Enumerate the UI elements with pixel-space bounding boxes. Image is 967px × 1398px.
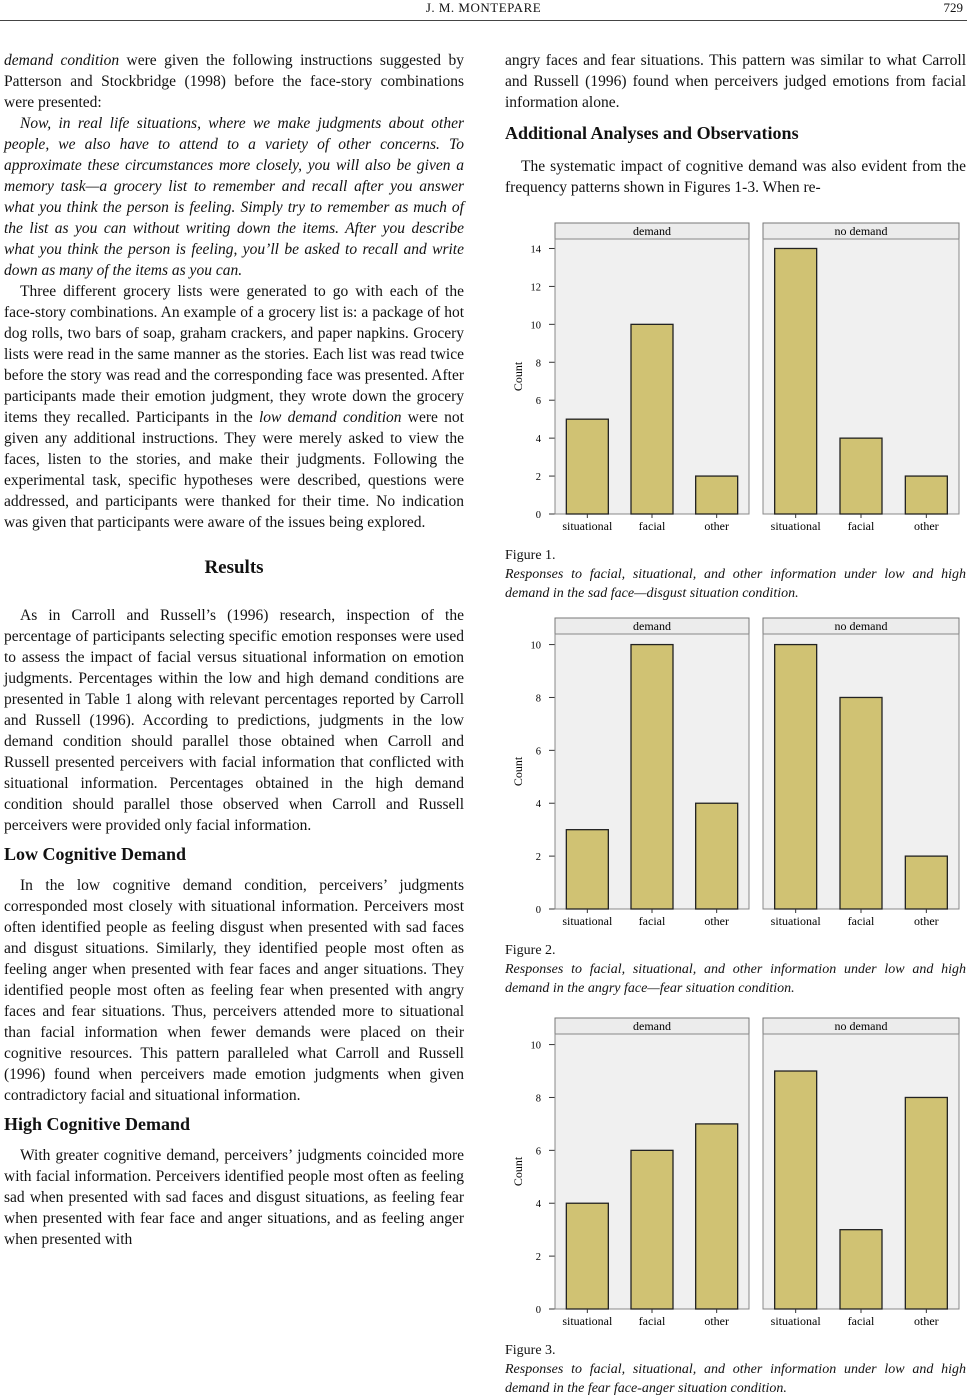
page-number: 729 [943, 0, 963, 15]
bar [566, 830, 608, 909]
bar [566, 1203, 608, 1309]
y-tick-label: 0 [535, 1305, 541, 1316]
right-column [505, 50, 966, 198]
y-axis-label: Count [511, 1156, 525, 1187]
x-tick-label: other [914, 519, 939, 533]
bar [840, 438, 882, 514]
bar [840, 697, 882, 909]
x-tick-label: other [704, 519, 729, 533]
paragraph-additional: The systematic impact of cognitive demand was also evident from the frequency patterns shown in Figures 1-3. When re- [505, 158, 966, 196]
panel-title: demand [633, 1019, 671, 1033]
y-tick-label: 0 [535, 510, 541, 521]
high-demand-heading: High Cognitive Demand [4, 1114, 191, 1134]
bar [905, 476, 947, 514]
y-tick-label: 4 [535, 799, 541, 811]
x-tick-label: facial [847, 914, 875, 928]
x-tick-label: other [914, 914, 939, 928]
y-tick-label: 2 [535, 1252, 541, 1264]
x-tick-label: situational [770, 914, 821, 928]
x-tick-label: other [704, 914, 729, 928]
paragraph-continued: angry faces and fear situations. This pattern was similar to what Carroll and Russell (1996) found when perceivers judged emotions from facial information alone. [505, 52, 966, 111]
paragraph-text: were given the following instructions suggested by Patterson and Stockbridge (1998) before the face-story combinations were presented: [4, 52, 464, 111]
figure-label: Figure 3. [505, 1343, 556, 1358]
bar [631, 324, 673, 514]
x-tick-label: situational [562, 1314, 613, 1328]
emphasis-text: demand condition [4, 52, 120, 69]
results-heading: Results [204, 557, 264, 578]
bar [631, 645, 673, 909]
paragraph-grocery [4, 281, 464, 533]
x-tick-label: other [914, 1314, 939, 1328]
y-tick-label: 4 [535, 1199, 541, 1211]
y-tick-label: 6 [535, 1146, 541, 1158]
figure-label: Figure 1. [505, 548, 556, 563]
y-tick-label: 10 [530, 320, 541, 332]
bar [905, 1097, 947, 1309]
figure-label: Figure 2. [505, 943, 556, 958]
x-tick-label: facial [847, 1314, 875, 1328]
bar-chart [505, 1017, 966, 1337]
paragraph-text: were not given any additional instructions. They were merely asked to view the faces, listen to the stories, and make their judgments. Following the experimental task, specific hypotheses were described, questions were addressed, and participants were thanked for their time. No indication was given that participants were aware of the issues being explored. [4, 409, 464, 531]
y-tick-label: 8 [535, 358, 541, 370]
y-tick-label: 8 [535, 1093, 541, 1105]
y-tick-label: 2 [535, 852, 541, 864]
y-tick-label: 2 [535, 472, 541, 484]
bar [775, 1071, 817, 1309]
low-demand-heading: Low Cognitive Demand [4, 844, 187, 864]
y-tick-label: 14 [530, 244, 541, 256]
bar [775, 248, 817, 514]
figure-2 [505, 617, 966, 998]
running-title: J. M. MONTEPARE [425, 0, 542, 15]
bar [905, 856, 947, 909]
page-header [0, 0, 967, 22]
bar [696, 1124, 738, 1309]
y-tick-label: 12 [530, 282, 541, 294]
y-tick-label: 6 [535, 746, 541, 758]
y-tick-label: 0 [535, 905, 541, 916]
paragraph-continued [4, 50, 464, 113]
x-tick-label: facial [638, 914, 666, 928]
header-rule [0, 20, 967, 21]
x-tick-label: situational [562, 914, 613, 928]
left-column [4, 50, 464, 1250]
instruction-quote: Now, in real life situations, where we make judgments about other people, we also have to attend to a variety of other concerns. To approximate these circumstances more closely, you will also be given a memory task—a grocery list to remember and recall after you answer what you think the person is feeling. Simply try to remember as much of the list as you can without writing down the items. After you describe what you think the person is feeling, you’ll be asked to recall and write down as many of the items as you can. [4, 115, 464, 279]
panel-title: no demand [834, 619, 888, 633]
paragraph-results: As in Carroll and Russell’s (1996) research, inspection of the percentage of participants selecting specific emotion responses were used to assess the impact of facial versus situational information on emotion judgments. Percentages within the low and high demand conditions are presented in Table 1 along with relevant percentages reported by Carroll and Russell (1996). According to predictions, judgments in the low demand condition should parallel those obtained when Carroll and Russell presented perceivers with facial information that conflicted with situational information. Percentages obtained in the high demand condition should parallel those observed when Carroll and Russell perceivers were provided only facial information. [4, 607, 464, 834]
bar-chart [505, 222, 966, 542]
bar [566, 419, 608, 514]
x-tick-label: facial [638, 1314, 666, 1328]
y-tick-label: 10 [530, 640, 541, 652]
figure-1 [505, 222, 966, 603]
y-tick-label: 6 [535, 396, 541, 408]
panel-title: no demand [834, 1019, 888, 1033]
y-tick-label: 8 [535, 693, 541, 705]
bar [696, 476, 738, 514]
x-tick-label: other [704, 1314, 729, 1328]
figure-caption: Responses to facial, situational, and other information under low and high demand in the angry face—fear situation condition. [505, 962, 966, 996]
panel-title: no demand [834, 224, 888, 238]
paragraph-text: Three different grocery lists were generated to go with each of the face-story combinations. An example of a grocery list is: a package of hot dog rolls, two bars of soap, graham crackers, and paper napkins. Grocery lists were read in the same manner as the stories. Each list was read twice before the story was read and the corresponding face was presented. After participants made their emotion judgment, they wrote down the grocery items they recalled. Participants in the [4, 283, 464, 426]
bar [631, 1150, 673, 1309]
paragraph-low-demand: In the low cognitive demand condition, perceivers’ judgments corresponded most closely with situational information. Perceivers most often identified people as feeling disgust when presented with sad faces and disgust situations. Similarly, they identified people most often as feeling anger when presented with fear faces and anger situations. They identified people most often as feeling fear when presented with angry faces and fear situations. Thus, perceivers attended more to situational than facial information when fewer demands were placed on their cognitive resources. This pattern paralleled what Carroll and Russell (1996) found when perceivers made emotion judgments when given contradictory facial and situational information. [4, 877, 464, 1104]
paragraph-high-demand: With greater cognitive demand, perceivers’ judgments coincided more with facial information. Perceivers identified people most often as feeling sad when presented with sad faces and disgust situations, as feeling fear when presented with fear face and anger situations, and as feeling anger when presented with [4, 1147, 464, 1248]
panel-title: demand [633, 224, 671, 238]
bar-chart [505, 617, 966, 937]
x-tick-label: facial [638, 519, 666, 533]
bar [840, 1230, 882, 1309]
x-tick-label: facial [847, 519, 875, 533]
y-axis-label: Count [511, 361, 525, 392]
emphasis-text: low demand condition [258, 409, 402, 426]
y-axis-label: Count [511, 756, 525, 787]
y-tick-label: 4 [535, 434, 541, 446]
figure-3 [505, 1017, 966, 1398]
bar [775, 645, 817, 909]
bar [696, 803, 738, 909]
figure-caption: Responses to facial, situational, and other information under low and high demand in the fear face-anger situation condition. [505, 1362, 966, 1396]
x-tick-label: situational [562, 519, 613, 533]
y-tick-label: 10 [530, 1040, 541, 1052]
x-tick-label: situational [770, 1314, 821, 1328]
figure-caption: Responses to facial, situational, and other information under low and high demand in the sad face—disgust situation condition. [505, 567, 966, 601]
additional-analyses-heading: Additional Analyses and Observations [505, 123, 799, 143]
panel-title: demand [633, 619, 671, 633]
x-tick-label: situational [770, 519, 821, 533]
